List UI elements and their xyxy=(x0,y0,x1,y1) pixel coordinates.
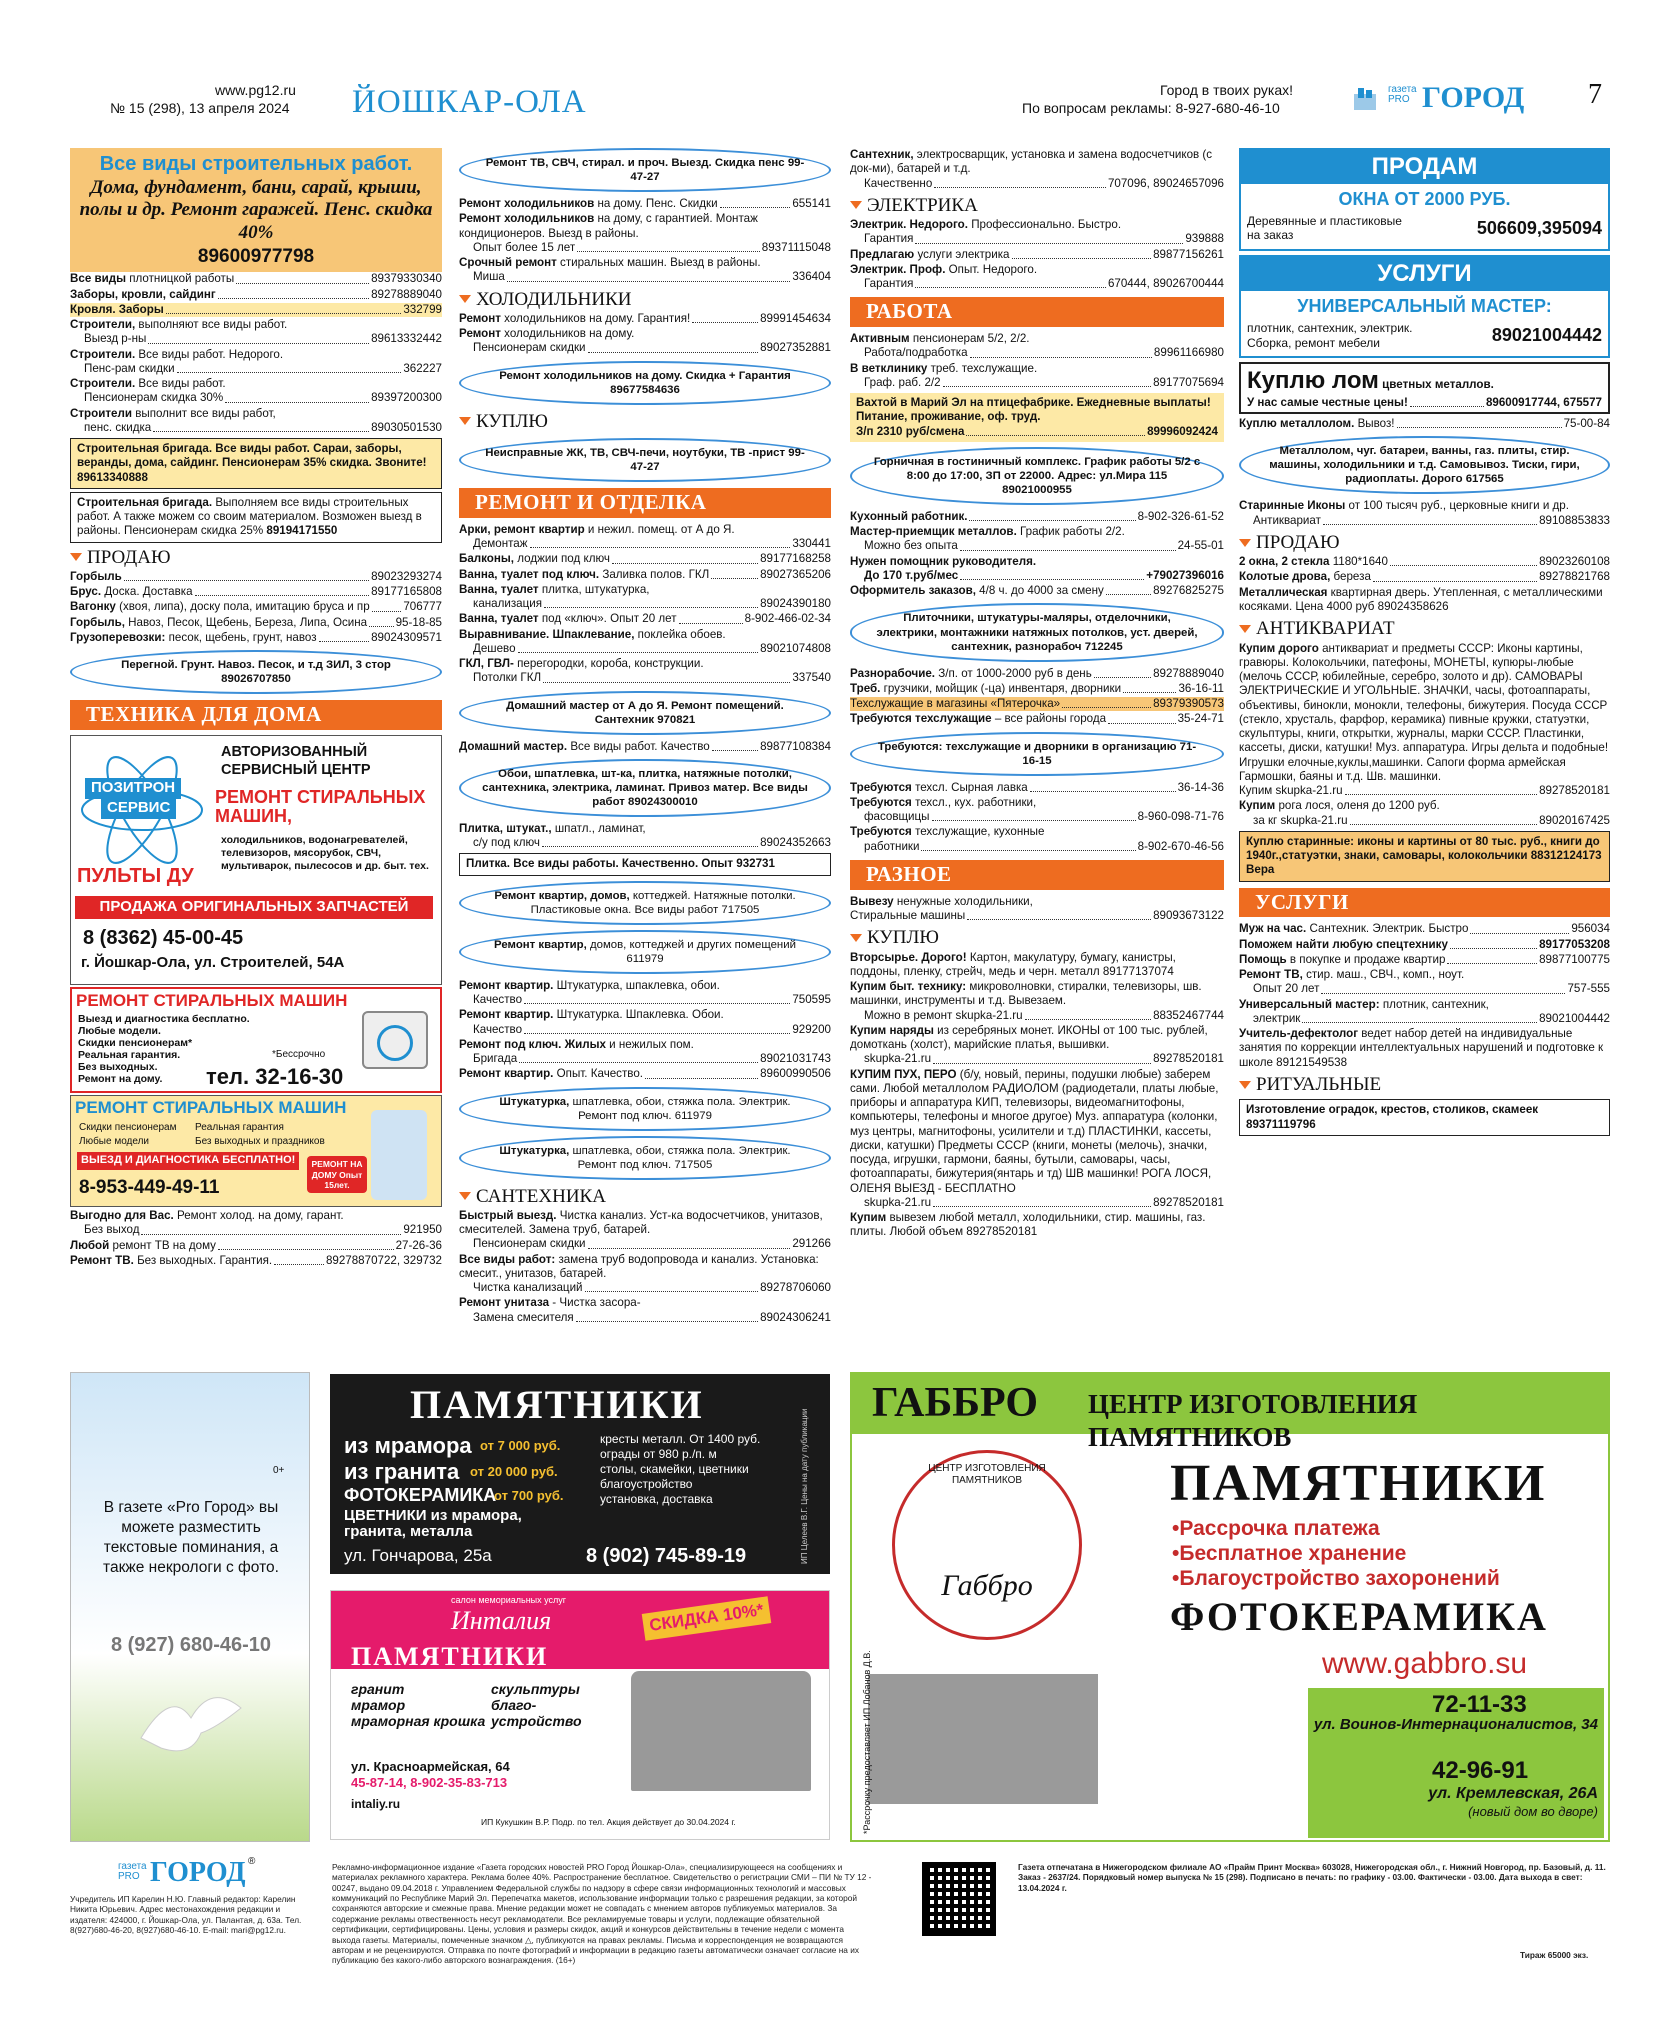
gabbro-emblem: ЦЕНТР ИЗГОТОВЛЕНИЯ ПАМЯТНИКОВ Габбро xyxy=(892,1450,1082,1640)
list-item: Ванна, туалет под ключ. Заливка полов. ГКЛ 89027365206 xyxy=(459,567,831,581)
oval-ad: Штукатурка, шпатлевка, обои, стяжка пола. Электрик. Ремонт под ключ. 717505 xyxy=(459,1136,831,1180)
list-item: Все виды работ: замена труб водопровода и канализ. Установка: смесит., унитазов, батарей. Чистка канализаций 89278706060 xyxy=(459,1252,831,1295)
list-item: Ремонт холодильников на дому. Пенсионерам скидки 89027352881 xyxy=(459,327,831,355)
section-tech: ТЕХНИКА ДЛЯ ДОМА xyxy=(70,700,442,730)
oval-ad: Горничная в гостиничный комплекс. График работы 5/2 с 8:00 до 17:00, ЗП от 22000. Адрес: ул.Мира 115 89021000955 xyxy=(850,447,1224,505)
section-work: РАБОТА xyxy=(850,297,1224,327)
list-item: Купим вывезем любой металл, холодильники, стир. машины, газ. плиты. Любой объем 89278520181 xyxy=(850,1211,1206,1239)
hand-icon xyxy=(1350,84,1380,114)
oval-ad: Плиточники, штукатуры-маляры, отделочники, электрики, монтажники натяжных потолков, уст. дверей, сантехник, разнорабоч 712245 xyxy=(850,603,1224,661)
list-item: Ремонт под ключ. Жилых и нежилых пом. Бригада 89021031743 xyxy=(459,1037,831,1066)
list-item: Треб. грузчики, мойщик (-ца) инвентаря, дворники 36-16-11 xyxy=(850,681,1224,695)
column-2 xyxy=(459,148,831,1358)
list-item: Любой ремонт ТВ на дому 27-26-36 xyxy=(70,1238,442,1252)
list-item: Техслужащие в магазины «Пятерочка» 89379390573 xyxy=(850,697,1224,711)
scrap-ad: Куплю лом цветных металлов. У нас самые честные цены! 89600917744, 675577 xyxy=(1239,362,1610,414)
list-item: Ремонт холодильников на дому. Пенс. Скидки 655141 xyxy=(459,197,831,211)
ads-phone: По вопросам рекламы: 8-927-680-46-10 xyxy=(1022,100,1280,116)
list-item: Строители. Все виды работ. Пенсионерам скидка 30% 89397200300 xyxy=(70,377,442,405)
logo-big: ГОРОД xyxy=(1422,81,1525,114)
list-item: Грузоперевозки: песок, щебень, грунт, навоз 89024309571 xyxy=(70,630,442,644)
washing-machine-icon xyxy=(362,1011,428,1069)
list-item: Электрик. Проф. Опыт. Недорого. Гарантия 670444, 89026700444 xyxy=(850,262,1224,291)
triangle-icon xyxy=(1239,539,1251,547)
section-plumbing: САНТЕХНИКА xyxy=(459,1185,831,1208)
triangle-icon xyxy=(1239,625,1251,633)
section-buy: КУПЛЮ xyxy=(850,926,1224,949)
wash-ad-2: РЕМОНТ СТИРАЛЬНЫХ МАШИН Скидки пенсионерам Реальная гарантия Любые модели Без выходных и праздников ВЫЕЗД И ДИАГНОСТИКА БЕСПЛАТНО! 8-953-449-49-11 РЕМОНТ НА ДОМУ Опыт 15лет. xyxy=(70,1095,442,1207)
list-item: Старинные Иконы от 100 тысяч руб., церковные книги и др. Антиквариат 89108853833 xyxy=(1239,499,1610,527)
list-item: Горбыль 89023293274 xyxy=(70,569,442,583)
list-item: Активным пенсионерам 5/2, 2/2. Работа/подработка 89961166980 xyxy=(850,332,1224,360)
page-number: 7 xyxy=(1588,79,1602,110)
section-buy: КУПЛЮ xyxy=(459,410,831,433)
gabbro-ad: ГАББРО ЦЕНТР ИЗГОТОВЛЕНИЯ ПАМЯТНИКОВ ЦЕНТР ИЗГОТОВЛЕНИЯ ПАМЯТНИКОВ Габбро *Рассрочку предоставляет ИП Лобанов Д.В. ПАМЯТНИКИ •Рассрочка платежа •Бесплатное хранение •Благоустройство захоронений ФОТОКЕРАМИКА www.gabbro.su 72-11-33 ул. Воинов-Интернационалистов, 34 42-96-91 ул. Кремлевская, 26А (новый дом во дворе) xyxy=(850,1372,1610,1842)
list-item: Строители. Все виды работ. Недорого. Пенс-рам скидки 362227 xyxy=(70,347,442,375)
triangle-icon xyxy=(459,417,471,425)
list-item: Нужен помощник руководителя. До 170 т.руб/мес +79027396016 xyxy=(850,554,1224,582)
top-ad: Все виды строительных работ. Дома, фундамент, бани, сарай, крыши, полы и др. Ремонт гаражей. Пенс. скидка 40% 89600977798 xyxy=(70,148,442,272)
wash-ad-1: РЕМОНТ СТИРАЛЬНЫХ МАШИН Выезд и диагностика бесплатно. Любые модели. Скидки пенсионерам* Реальная гарантия. Без выходных. Ремонт на дому. *Бессрочно тел. 32-16-30 xyxy=(70,987,442,1093)
list-item: Сантехник, электросварщик, установка и замена водосчетчиков (с док-ми), батарей и т.д. Качественно 707096, 89024657096 xyxy=(850,148,1224,190)
list-item: Ремонт квартир. Штукатурка, шпаклевка, обои. Качество 750595 xyxy=(459,978,831,1007)
list-item: КУПИМ ПУХ, ПЕРО (б/у, новый, перины, подушки любые) заберем сами. Любой металлолом РАДИОЛОМ (радиодетали, платы любые, приборы и аппаратура КИП, телевизоры, видеомагнитофоны, компьютеры, телефоны и многое другое) Муз. аппаратура (колонки, муз центры, магнитофоны, усилители и т.д) ПЛАСТИНКИ, кассеты, диски, катушки) Предметы СССР (книги, монеты (мелочь), значки, посуда, игрушки, гармони, баяны, бутыли, самовары, часы, фотоаппараты, бижутерия(янтарь и тд) ШВ машинки! РОГА ЛОСЯ, ОЛЕНЯ ВЫЕЗД - БЕСПЛАТНО skupka-21.ru 89278520181 xyxy=(850,1067,1224,1209)
list-item: Строители выполнит все виды работ, пенс. скидка 89030501530 xyxy=(70,406,442,434)
list-item: Ремонт ТВ, стир. маш., СВЧ., комп., ноут. Опыт 20 лет 757-555 xyxy=(1239,968,1610,996)
oval-ad: Домашний мастер от А до Я. Ремонт помещений. Сантехник 970821 xyxy=(459,691,831,735)
logo-small: газета PRO xyxy=(1388,84,1417,105)
list-item: Выгодно для Вас. Ремонт холод. на дому, гарант. Без выход 921950 xyxy=(70,1209,442,1237)
list-item: Ремонт унитаза - Чистка засора- Замена смесителя 89024306241 xyxy=(459,1296,831,1324)
list-item: Требуются техслужащие – все районы города 35-24-71 xyxy=(850,712,1224,726)
list-item: Требуются техслужащие, кухонные работники 8-902-670-46-56 xyxy=(850,825,1224,853)
list-item: Ванна, туалет под «ключ». Опыт 20 лет 8-902-466-02-34 xyxy=(459,612,831,626)
list-item: Поможем найти любую спецтехнику 89177053208 xyxy=(1239,937,1610,951)
list-item: В ветклинику треб. техслужащие. Граф. раб. 2/2 89177075694 xyxy=(850,361,1224,389)
column-3 xyxy=(850,148,1224,1358)
grave-photo xyxy=(868,1674,1098,1804)
oval-ad: Ремонт холодильников на дому. Скидка + Гарантия 89677584636 xyxy=(459,361,831,405)
boxed-ad: Строительная бригада. Все виды работ. Сараи, заборы, веранды, дома, сайдинг. Пенсионерам 35% скидка. Звоните! 89613340888 xyxy=(70,438,442,489)
pozitron-ad: ПОЗИТРОН СЕРВИС АВТОРИЗОВАННЫЙ СЕРВИСНЫЙ ЦЕНТР РЕМОНТ СТИРАЛЬНЫХ МАШИН, холодильников, водонагревателей, телевизоров, мясорубок, СВЧ, мультиварок, пылесосов и др. быт. тех. ПУЛЬТЫ ДУ ПРОДАЖА ОРИГИНАЛЬНЫХ ЗАПЧАСТЕЙ 8 (8362) 45-00-45 г. Йошкар-Ола, ул. Строителей, 54А xyxy=(70,735,442,985)
list-item: Разнорабочие. З/п. от 1000-2000 руб в день 89278889040 xyxy=(850,666,1224,680)
list-item: Все виды плотницкой работы 89379330340 xyxy=(70,272,442,286)
list-item: Помощь в покупке и продаже квартир 89877100775 xyxy=(1239,952,1610,966)
oval-ad: Металлолом, чуг. батареи, ванны, газ. плиты, стир. машины, холодильники и т.д. Самовывоз. Тиски, гири, радиоплаты. Дорого 617565 xyxy=(1239,436,1610,494)
triangle-icon xyxy=(850,934,862,942)
issue-number: № 15 (298), 13 апреля 2024 xyxy=(110,100,290,116)
dove-icon xyxy=(131,1678,251,1768)
list-item: Кухонный работник. 8-902-326-61-52 xyxy=(850,509,1224,523)
triangle-icon xyxy=(850,201,862,209)
city-title: ЙОШКАР-ОЛА xyxy=(352,84,587,120)
list-item: Металлическая квартирная дверь. Утепленная, с металлическими косяками. Цена 4000 руб 89024358626 xyxy=(1239,585,1603,613)
oval-ad: Обои, шпатлевка, шт-ка, плитка, натяжные потолки, сантехника, электрика, ламинат. Привоз матер. Все виды работ 89024300010 xyxy=(459,759,831,817)
list-item: Домашний мастер. Все виды работ. Качество 89877108384 xyxy=(459,739,831,753)
oval-ad: Перегной. Грунт. Навоз. Песок, и т.д ЗИЛ, 3 стор 89026707850 xyxy=(70,650,442,694)
list-item: Брус. Доска. Доставка 89177165808 xyxy=(70,585,442,599)
section-misc: РАЗНОЕ xyxy=(850,860,1224,890)
oval-ad: Ремонт квартир, домов, коттеджей и других помещений 611979 xyxy=(459,930,831,974)
phone[interactable]: 8 (8362) 45-00-45 xyxy=(83,927,244,950)
technician-icon xyxy=(371,1110,427,1200)
footer: газета PRO ГОРОД ® Учредитель ИП Карелин Н.Ю. Главный редактор: Карелин Никита Юрьевич. Адрес местонахождения редакции и издателя: 424000, г. Йошкар-Ола, ул. Палантая, д. 63а. Тел. 8(927)680-46-20, 8(927)680-46-10. E-mail: mari@pg12.ru. Рекламно-информационное издание «Газета городских новостей PRO Город Йошкар-Ола», специализирующееся на сообщениях и материалах рекламного характера. Реклама более 40%. Распространение бесплатное. Свидетельство о регистрации СМИ – ПИ № ТУ 12 - 00247, выдано 09.04.2018 г. Управлением Федеральной службы по надзору в сфере связи информационных технологий и массовых коммуникаций по Республике Марий Эл. Перепечатка макетов, использование информации только с разрешения редакции, за которой сохраняются авторские и смежные права. Мнение редакции может не совпадать с мнением авторов публикуемых материалов. За содержание рекламы отвественность несут рекламодатели. Все рекламируемые товары и услуги, подлежащие обязательной сертификации, сертифицированы. Цены, условия и размеры скидок, акций и конкурсов действительны в течение недели с момента выхода газеты. Материалы, помеченные значком △, публикуются на правах рекламы. Письма и корреспонденция не возвращаются авторам и не рецензируются. Отправка по почте фотографий и информации в редакцию газеты автоматически означает согласие на их публикацию без какого-либо авторского вознаграждения. (16+) Газета отпечатана в Нижегородском филиале АО «Прайм Принт Москва» 603028, Нижегородская обл., г. Нижний Новгород, пр. Базовый, д. 11. Заказ - 2637/24. Порядковый номер выпуска № 15 (298). Подписано в печать: по графику - 03.00. Фактически - 03.00. Дата выхода в свет: 13.04.2024 г. Тираж 65000 экз. xyxy=(70,1856,1606,1966)
section-electric: ЭЛЕКТРИКА xyxy=(850,194,1224,217)
oval-ad: Требуются: техслужащие и дворники в организацию 71-16-15 xyxy=(850,732,1224,776)
boxed-ad: Куплю старинные: иконы и картины от 80 тыс. руб., книги до 1940г.,статуэтки, знаки, самовары, колокольчики 88312124173 Вера xyxy=(1239,831,1610,882)
monuments-ad-1: ПАМЯТНИКИ из мрамора от 7 000 руб. из гранита от 20 000 руб. ФОТОКЕРАМИКА от 700 руб. ЦВЕТНИКИ из мрамора, гранита, металла кресты металл. От 1400 руб. ограды от 980 р./п. м столы, скамейки, цветники благоустройство установка, доставка ул. Гончарова, 25а 8 (902) 745-89-19 ИП Целеев В.Г. Цены на дату публикации xyxy=(330,1374,830,1574)
list-item: Купим наряды из серебряных монет. ИКОНЫ от 100 тыс. рублей, домоткань (холст), марийские платья, вышивки. skupka-21.ru 89278520181 xyxy=(850,1023,1224,1066)
section-services: УСЛУГИ xyxy=(1239,888,1610,918)
list-item: Купим рога лося, оленя до 1200 руб. за кг skupka-21.ru 89020167425 xyxy=(1239,799,1610,827)
list-item: Купим дорого антиквариат и предметы СССР: Иконы картины, гравюры. Колокольчики, патефоны, МОНЕТЫ, купюры-любые (мелочь СССР, юбилейные, серебро, золото и др). САМОВАРЫ ЭЛЕКТРИЧЕСКИЕ И УГОЛЬНЫЕ. ЗНАЧКИ, часы, фотоаппараты, объективы, бинокли, монокли, телефоны, бижутерия. Посуда СССР (стекло, хрусталь, фарфор, керамика) пивные кружки, статуэтки, скульптуры, книги, открытки, журналы, марки СССР. Пластинки, кассеты, диски, катушки! Муз. аппаратура. Игры дельта и подобные! Игрушки елочные,куклы,машинки. Сапоги форма армейская Гармошки, баяны и т.д. Шв. машинки. Купим skupka-21.ru 89278520181 xyxy=(1239,641,1610,798)
boxed-ad: Вахтой в Марий Эл на птицефабрике. Ежедневные выплаты! Питание, проживание, оф. труд. З/п 2310 руб/смена 89996092424 xyxy=(850,393,1224,442)
monuments-ad-2: салон мемориальных услуг Инталия ПАМЯТНИКИ СКИДКА 10%* гранит мрамор мраморная крошка скульптуры благо-устройство ул. Красноармейская, 64 45-87-14, 8-902-35-83-713 intaliy.ru ИП Кукушкин В.Р. Подр. по тел. Акция действует до 30.04.2024 г. xyxy=(330,1590,830,1840)
oval-ad: Неисправные ЖК, ТВ, СВЧ-печи, ноутбуки, ТВ -прист 99-47-27 xyxy=(459,438,831,482)
list-item: Универсальный мастер: плотник, сантехник, электрик 89021004442 xyxy=(1239,997,1610,1025)
master-service-ad: УСЛУГИ УНИВЕРСАЛЬНЫЙ МАСТЕР: плотник, сантехник, электрик. Сборка, ремонт мебели 89021004442 xyxy=(1239,255,1610,358)
triangle-icon xyxy=(70,553,82,561)
list-item: Заборы, кровли, сайдинг 89278889040 xyxy=(70,287,442,301)
list-item: Срочный ремонт стиральных машин. Выезд в районы. Миша 336404 xyxy=(459,256,831,284)
list-item: Ремонт холодильников на дому, с гарантией. Монтаж кондиционеров. Выезд в районы. Опыт более 15 лет 89371115048 xyxy=(459,212,831,254)
sell-windows-ad: ПРОДАМ ОКНА ОТ 2000 РУБ. Деревянные и пластиковые на заказ 506609,395094 xyxy=(1239,148,1610,251)
list-item: ГКЛ, ГВЛ- перегородки, короба, конструкции. Потолки ГКЛ 337540 xyxy=(459,657,831,685)
boxed-ad: Строительная бригада. Выполняем все виды строительных работ. А также можем со своим материалом. Возможен выезд в районы. Пенсионерам скидка 25% 89194171550 xyxy=(70,492,442,543)
list-item: 2 окна, 2 стекла 1180*1640 89023260108 xyxy=(1239,555,1610,569)
list-item: Выравнивание. Шпаклевание, поклейка обоев. Дешево 89021074808 xyxy=(459,627,831,655)
list-item: Арки, ремонт квартир и нежил. помещ. от А до Я. Демонтаж 330441 xyxy=(459,522,831,551)
list-item: Кровля. Заборы 332799 xyxy=(70,302,442,316)
oval-ad: Ремонт ТВ, СВЧ, стирал. и проч. Выезд. Скидка пенс 99-47-27 xyxy=(459,148,831,192)
list-item: Вторсырье. Дорого! Картон, макулатуру, бумагу, канистры, поддоны, пленку, стрейч, медь и черн. металл 89177137074 xyxy=(850,950,1176,978)
list-item: Требуются техсл., кух. работники, фасовщицы 8-960-098-71-76 xyxy=(850,795,1224,824)
necrology-ad: 0+ В газете «Pro Город» вы можете разместить текстовые поминания, а также некрологи с фото. 8 (927) 680-46-10 xyxy=(70,1372,310,1842)
page-header xyxy=(70,79,1610,128)
list-item: Вывезу ненужные холодильники, Стиральные машины 89093673122 xyxy=(850,894,1224,922)
phone-2[interactable]: 42-96-91 xyxy=(1432,1757,1529,1784)
oval-ad: Ремонт квартир, домов, коттеджей. Натяжные потолки. Пластиковые окна. Все виды работ 717505 xyxy=(459,881,831,925)
list-item: Строители, выполняют все виды работ. Выезд р-ны 89613332442 xyxy=(70,318,442,346)
tombstone-icon xyxy=(631,1671,811,1791)
list-item: Оформитель заказов, 4/8 ч. до 4000 за смену 89276825275 xyxy=(850,584,1224,598)
list-item: Быстрый выезд. Чистка канализ. Уст-ка водосчетчиков, унитазов, смесителей. Замена труб, батарей. Пенсионерам скидки 291266 xyxy=(459,1208,831,1251)
boxed-ad: Плитка. Все виды работы. Качественно. Опыт 932731 xyxy=(459,853,831,875)
section-sell: ПРОДАЮ xyxy=(70,546,442,569)
column-4 xyxy=(1239,148,1610,1358)
section-ritual: РИТУАЛЬНЫЕ xyxy=(1239,1073,1610,1096)
section-sell: ПРОДАЮ xyxy=(1239,531,1610,554)
section-repair: РЕМОНТ И ОТДЕЛКА xyxy=(459,488,831,518)
triangle-icon xyxy=(459,295,471,303)
boxed-ad: Изготовление оградок, крестов, столиков, скамеек 89371119796 xyxy=(1239,1099,1610,1136)
qr-code[interactable] xyxy=(922,1862,996,1936)
phone-1[interactable]: 72-11-33 xyxy=(1432,1691,1527,1718)
column-1 xyxy=(70,148,442,1358)
list-item: Вагонку (хвоя, липа), доску пола, имитацию бруса и пр 706777 xyxy=(70,600,442,614)
slogan: Город в твоих руках! xyxy=(1160,82,1294,98)
triangle-icon xyxy=(1239,1081,1251,1089)
site-url[interactable]: www.pg12.ru xyxy=(215,82,296,98)
list-item: Ванна, туалет плитка, штукатурка, канализация 89024390180 xyxy=(459,582,831,611)
triangle-icon xyxy=(459,1192,471,1200)
list-item: Мастер-приемщик металлов. График работы 2/2. Можно без опыта 24-55-01 xyxy=(850,525,1224,553)
list-item: Требуются техсл. Сырная лавка 36-14-36 xyxy=(850,780,1224,794)
list-item: Ремонт холодильников на дому. Гарантия! 89991454634 xyxy=(459,311,831,325)
list-item: Предлагаю услуги электрика 89877156261 xyxy=(850,247,1224,261)
list-item: Ремонт ТВ. Без выходных. Гарантия. 89278870722, 329732 xyxy=(70,1253,442,1267)
list-item: Ремонт квартир. Опыт. Качество. 89600990506 xyxy=(459,1067,831,1081)
list-item: Куплю металлолом. Вывоз! 75-00-84 xyxy=(1239,417,1610,431)
section-fridge: ХОЛОДИЛЬНИКИ xyxy=(459,288,831,311)
list-item: Горбыль, Навоз, Песок, Щебень, Береза, Липа, Осина 95-18-85 xyxy=(70,615,442,629)
oval-ad: Штукатурка, шпатлевка, обои, стяжка пола. Электрик. Ремонт под ключ. 611979 xyxy=(459,1087,831,1131)
list-item: Электрик. Недорого. Профессионально. Быстро. Гарантия 939888 xyxy=(850,218,1224,246)
list-item: Купим быт. технику: микроволновки, стиралки, телевизоры, шв. машинки, инструменты и т.д. Вывезаем. Можно в ремонт skupka-21.ru 88352467744 xyxy=(850,980,1224,1022)
list-item: Учитель-дефектолог ведет набор детей на индивидуальные занятия по коррекции интеллектуальных нарушений и подготовке к школе 89121549538 xyxy=(1239,1027,1604,1069)
list-item: Ремонт квартир. Штукатурка. Шпаклевка. Обои. Качество 929200 xyxy=(459,1008,831,1036)
section-antique: АНТИКВАРИАТ xyxy=(1239,617,1610,640)
list-item: Муж на час. Сантехник. Электрик. Быстро 956034 xyxy=(1239,922,1610,936)
list-item: Балконы, лоджии под ключ 89177168258 xyxy=(459,552,831,566)
list-item: Плитка, штукат., шпатл., ламинат, с/у под ключ 89024352663 xyxy=(459,821,831,850)
list-item: Колотые дрова, береза 89278821768 xyxy=(1239,570,1610,584)
